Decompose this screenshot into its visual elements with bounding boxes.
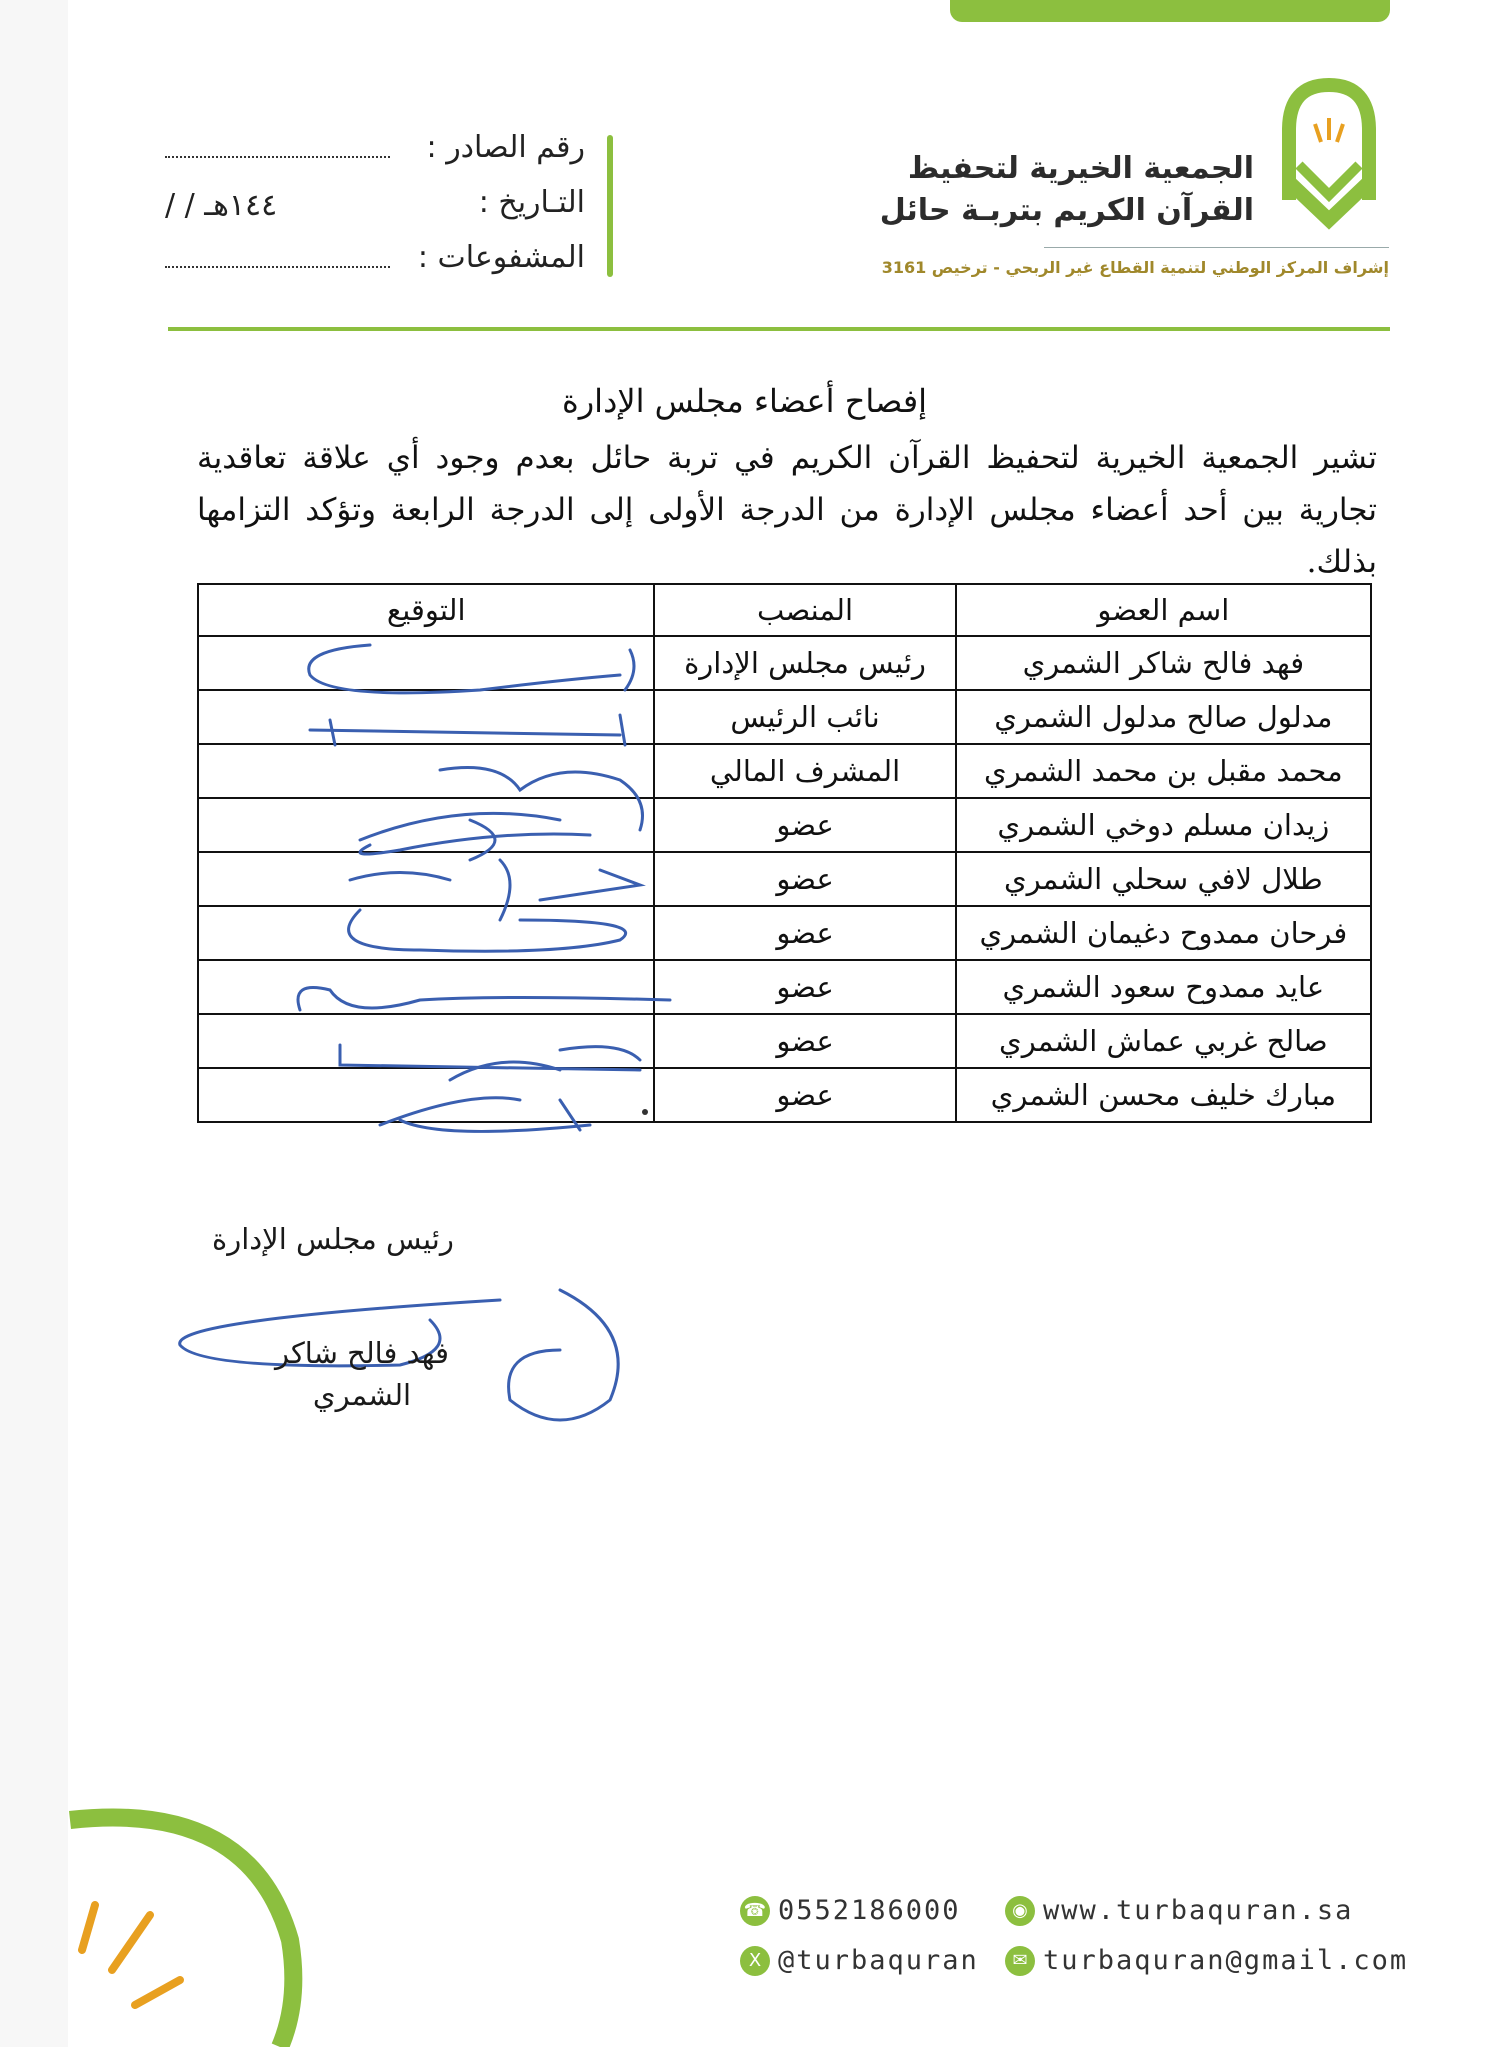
- globe-icon: ◉: [1005, 1896, 1035, 1926]
- member-name: عايد ممدوح سعود الشمري: [956, 960, 1371, 1014]
- member-position: عضو: [654, 798, 955, 852]
- member-position: عضو: [654, 852, 955, 906]
- org-name-line2: القرآن الكريم بتربـة حائل: [879, 193, 1254, 228]
- footer-phone[interactable]: [740, 1895, 961, 1926]
- header-rule: [168, 327, 1390, 331]
- email-address: turbaquran@gmail.com: [1043, 1945, 1409, 1976]
- chairman-name: فهد فالح شاكر الشمري: [274, 1336, 450, 1412]
- member-name: فهد فالح شاكر الشمري: [956, 636, 1371, 690]
- organization-name: [880, 148, 1254, 232]
- organization-logo: [1269, 70, 1389, 240]
- member-name: صالح غربي عماش الشمري: [956, 1014, 1371, 1068]
- member-signature-cell: [198, 690, 654, 744]
- attachments-field: [165, 240, 585, 280]
- member-name: زيدان مسلم دوخي الشمري: [956, 798, 1371, 852]
- column-header-signature: التوقيع: [198, 584, 654, 636]
- header-vertical-bar: [607, 135, 613, 277]
- member-name: طلال لافي سحلي الشمري: [956, 852, 1371, 906]
- phone-icon: ☎: [740, 1896, 770, 1926]
- table-header-row: [198, 584, 1371, 636]
- issue-number-label: رقم الصادر :: [426, 130, 585, 165]
- table-row: [198, 1068, 1371, 1122]
- member-name: مبارك خليف محسن الشمري: [956, 1068, 1371, 1122]
- member-signature-cell: [198, 744, 654, 798]
- mail-icon: ✉: [1005, 1946, 1035, 1976]
- phone-number: 0552186000: [778, 1895, 961, 1926]
- members-table: [197, 583, 1372, 1123]
- member-name: مدلول صالح مدلول الشمري: [956, 690, 1371, 744]
- issue-number-field: [165, 130, 585, 170]
- member-signature-cell: [198, 852, 654, 906]
- table-row: [198, 906, 1371, 960]
- footer-logo-arc: [0, 1800, 330, 2047]
- table-row: [198, 690, 1371, 744]
- member-position: عضو: [654, 960, 955, 1014]
- member-signature-cell: [198, 636, 654, 690]
- column-header-position: المنصب: [654, 584, 955, 636]
- member-position: عضو: [654, 1068, 955, 1122]
- header-accent-bar: [950, 0, 1390, 22]
- member-name: فرحان ممدوح دغيمان الشمري: [956, 906, 1371, 960]
- member-position: رئيس مجلس الإدارة: [654, 636, 955, 690]
- issue-number-dots: [165, 156, 390, 158]
- website-url: www.turbaquran.sa: [1043, 1895, 1354, 1926]
- member-name: محمد مقبل بن محمد الشمري: [956, 744, 1371, 798]
- member-signature-cell: [198, 960, 654, 1014]
- chairman-title: رئيس مجلس الإدارة: [212, 1222, 454, 1256]
- table-row: [198, 960, 1371, 1014]
- disclosure-paragraph: تشير الجمعية الخيرية لتحفيظ القرآن الكريم في تربة حائل بعدم وجود أي علاقة تعاقدية تجارية بين أحد أعضاء مجلس الإدارة من الدرجة الأولى إلى الدرجة الرابعة وتؤكد التزامها بذلك.: [197, 440, 1377, 580]
- member-position: عضو: [654, 906, 955, 960]
- document-title: إفصاح أعضاء مجلس الإدارة: [561, 382, 928, 420]
- x-handle: @turbaquran: [778, 1945, 979, 1976]
- attachments-dots: [165, 266, 390, 268]
- footer-website[interactable]: [1005, 1895, 1353, 1926]
- footer-x-handle[interactable]: [740, 1945, 979, 1976]
- table-row: [198, 1014, 1371, 1068]
- x-icon: X: [740, 1946, 770, 1976]
- org-name-line1: الجمعية الخيرية لتحفيظ: [907, 151, 1254, 186]
- table-row: [198, 852, 1371, 906]
- attachments-label: المشفوعات :: [417, 240, 585, 275]
- table-row: [198, 636, 1371, 690]
- table-row: [198, 798, 1371, 852]
- date-value: ١٤٤هـ / /: [165, 188, 278, 223]
- member-signature-cell: [198, 906, 654, 960]
- member-position: نائب الرئيس: [654, 690, 955, 744]
- scan-margin: [0, 0, 68, 2047]
- column-header-name: اسم العضو: [956, 584, 1371, 636]
- member-position: عضو: [654, 1014, 955, 1068]
- member-signature-cell: [198, 1068, 654, 1122]
- license-note: إشراف المركز الوطني لتنمية القطاع غير الربحي - ترخيص 3161: [881, 258, 1389, 277]
- member-position: المشرف المالي: [654, 744, 955, 798]
- table-row: [198, 744, 1371, 798]
- member-signature-cell: [198, 798, 654, 852]
- footer-email[interactable]: [1005, 1945, 1408, 1976]
- date-label: التـاريخ :: [478, 185, 585, 220]
- org-divider: [1044, 247, 1389, 248]
- member-signature-cell: [198, 1014, 654, 1068]
